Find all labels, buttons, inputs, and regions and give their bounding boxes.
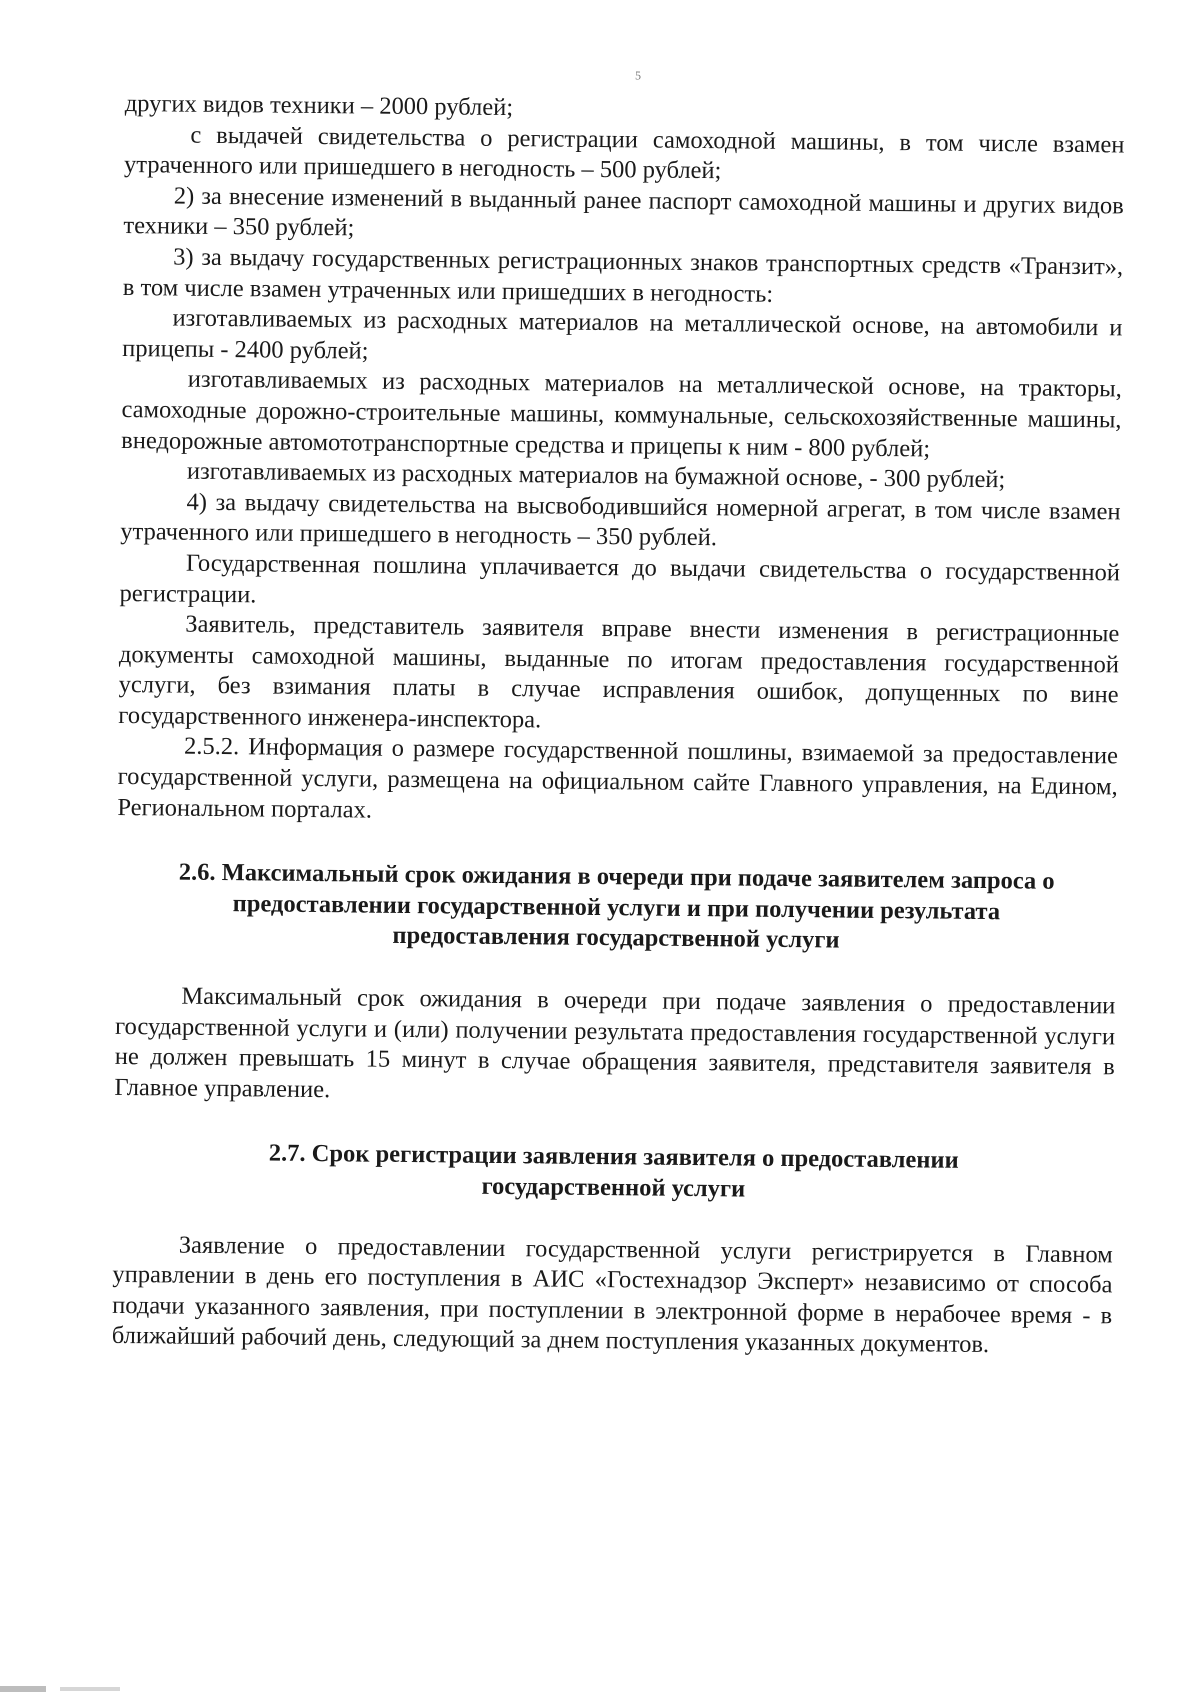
paragraph-2-5-2: 2.5.2. Информация о размере государственной пошлины, взимаемой за предоставление государственной услуги, размещена на официальном сайте Главного управления, на Едином, Региональном порталах. (117, 733, 1119, 824)
paragraph-item-2: 2) за внесение изменений в выданный ранее паспорт самоходной машины и других видов техники – 350 рублей; (123, 182, 1124, 242)
paragraph-other-equipment-fee: других видов техники – 2000 рублей; (124, 89, 514, 122)
document-body (112, 89, 1125, 1362)
paragraph-paper-base: изготавливаемых из расходных материалов на бумажной основе, - 300 рублей; (186, 457, 1006, 494)
paragraph-certificate-fee: с выдачей свидетельства о регистрации самоходной машины, в том числе взамен утраченного или пришедшего в негодность – 500 рублей; (123, 121, 1125, 185)
paragraph-metal-tractors: изготавливаемых из расходных материалов на металлической основе, на тракторы, самоходные дорожно-строительные машины, коммунальные, сельскохозяйственные машины, внедорожные автомототранспортные средства и прицепы к ним - 800 рублей; (121, 366, 1122, 462)
paragraph-item-4: 4) за выдачу свидетельства на высвободившийся номерной агрегат, в том числе взамен утраченного или пришедшего в негодность – 350 рублей. (120, 488, 1121, 552)
paragraph-corrections: Заявитель, представитель заявителя вправе внести изменения в регистрационные документы самоходной машины, выданные по итогам предоставления государственной услуги, без взимания платы в случае исправления ошибок, допущенных по вине государственного инженера-инспектора. (118, 610, 1120, 734)
section-2-6-heading: 2.6. Максимальный срок ожидания в очереди при подаче заявителем запроса о предоставлении государственной услуги и при получении результата предоставления государственной услуги (178, 858, 1055, 954)
page-number-mark: 5 (635, 68, 642, 83)
scan-edge-mark (0, 1686, 46, 1692)
paragraph-item-3: 3) за выдачу государственных регистрационных знаков транспортных средств «Транзит», в том числе взамен утраченных или пришедших в негодность: (122, 243, 1124, 308)
section-2-6-body: Максимальный срок ожидания в очереди при подаче заявления о предоставлении государственной услуги и (или) получении результата предоставления государственной услуги не должен превышать 15 минут в случае обращения заявителя, представителя заявителя в Главное управление. (114, 982, 1116, 1103)
section-2-7-body: Заявление о предоставлении государственной услуги регистрируется в Главном управлении в день его поступления в АИС «Гостехнадзор Эксперт» независимо от способа подачи указанного заявления, при поступлении в электронной форме в нерабочее время - в ближайший рабочий день, следующий за днем поступления указанных документов. (111, 1231, 1113, 1359)
scan-edge-mark-secondary (60, 1687, 120, 1691)
section-2-7-heading: 2.7. Срок регистрации заявления заявителя о предоставлении государственной услуги (268, 1139, 959, 1203)
paragraph-duty-payment: Государственная пошлина уплачивается до выдачи свидетельства о государственной регистрации. (119, 549, 1121, 608)
paragraph-metal-cars: изготавливаемых из расходных материалов на металлической основе, на автомобили и прицепы - 2400 рублей; (122, 304, 1123, 365)
